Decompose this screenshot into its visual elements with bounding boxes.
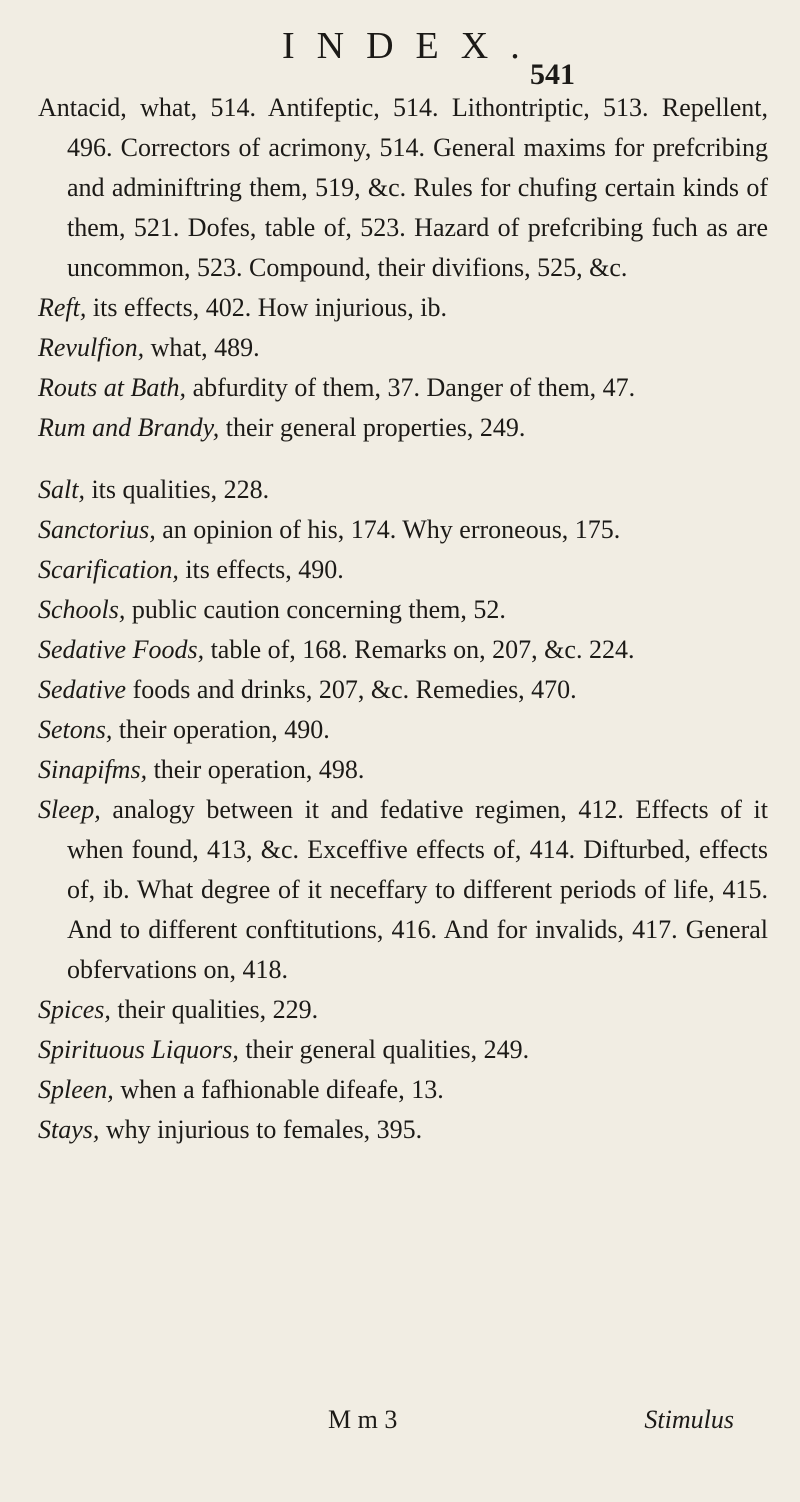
index-text: their qualities, 229. [110, 995, 319, 1024]
index-text: their general properties, 249. [219, 413, 526, 442]
index-term: Sedative Foods, [38, 635, 205, 664]
catchword: Stimulus [644, 1405, 734, 1434]
index-entry [38, 88, 768, 288]
index-entry [38, 710, 768, 750]
index-entry [38, 990, 768, 1030]
page-footer [0, 1405, 800, 1449]
index-term: Sinapifms, [38, 755, 148, 784]
index-entries [38, 88, 768, 1150]
index-entry [38, 328, 768, 368]
index-text: its effects, 402. How injurious, ib. [86, 293, 447, 322]
index-entry [38, 470, 768, 510]
signature-mark: M m 3 [328, 1405, 398, 1434]
index-term: Salt, [38, 475, 85, 504]
index-text: when a fafhionable difeafe, 13. [113, 1075, 444, 1104]
index-term: Sleep, [38, 795, 101, 824]
index-text: what, 489. [144, 333, 260, 362]
index-entry [38, 408, 768, 448]
index-text: its qualities, 228. [84, 475, 270, 504]
index-term: Spices, [38, 995, 111, 1024]
index-term: Rum and Brandy, [38, 413, 220, 442]
running-title: INDEX. [282, 25, 542, 67]
index-entry [38, 510, 768, 550]
index-text: analogy between it and fedative regimen, 412. Effects of it when found, 413, &c. Exceffive effects of, 414. Difturbed, effects of, ib. What degree of it neceffary to different periods of life, 415. And to different conftitutions, 416. And for invalids, 417. General obfervations on, 418. [67, 795, 768, 984]
index-entry [38, 670, 768, 710]
index-text: abfurdity of them, 37. Danger of them, 47. [186, 373, 636, 402]
index-term: Schools, [38, 595, 126, 624]
index-term: Setons, [38, 715, 113, 744]
index-entry [38, 630, 768, 670]
index-text: its effects, 490. [178, 555, 344, 584]
index-text: public caution concerning them, 52. [125, 595, 506, 624]
index-term: Routs at Bath, [38, 373, 187, 402]
index-text: why injurious to females, 395. [99, 1115, 423, 1144]
index-term: Spleen, [38, 1075, 114, 1104]
index-text: their operation, 490. [112, 715, 330, 744]
index-term: Spirituous Liquors, [38, 1035, 239, 1064]
index-term: Stays, [38, 1115, 100, 1144]
index-term: Sedative [38, 675, 127, 704]
index-entry [38, 590, 768, 630]
index-text: their operation, 498. [147, 755, 365, 784]
index-entry [38, 790, 768, 990]
index-entry [38, 1110, 768, 1150]
index-entry [38, 750, 768, 790]
index-term: Scarification, [38, 555, 179, 584]
index-term: Sanctorius, [38, 515, 156, 544]
index-text: foods and drinks, 207, &c. Remedies, 470. [126, 675, 577, 704]
index-entry [38, 368, 768, 408]
index-entry [38, 288, 768, 328]
index-text: an opinion of his, 174. Why erroneous, 175. [155, 515, 621, 544]
index-entry [38, 1070, 768, 1110]
running-head [0, 24, 800, 91]
index-entry [38, 550, 768, 590]
index-entry [38, 1030, 768, 1070]
index-text: their general qualities, 249. [238, 1035, 530, 1064]
index-text: Antacid, what, 514. Antifeptic, 514. Lithontriptic, 513. Repellent, 496. Correctors of acrimony, 514. General maxims for prefcribing and adminiftring them, 519, &c. Rules for chufing certain kinds of them, 521. Dofes, table of, 523. Hazard of prefcribing fuch as are uncommon, 523. Compound, their divifions, 525, &c. [38, 93, 768, 282]
index-term: Revulfion, [38, 333, 145, 362]
page-number: 541 [530, 58, 575, 91]
index-text: table of, 168. Remarks on, 207, &c. 224. [204, 635, 635, 664]
index-term: Reft, [38, 293, 87, 322]
